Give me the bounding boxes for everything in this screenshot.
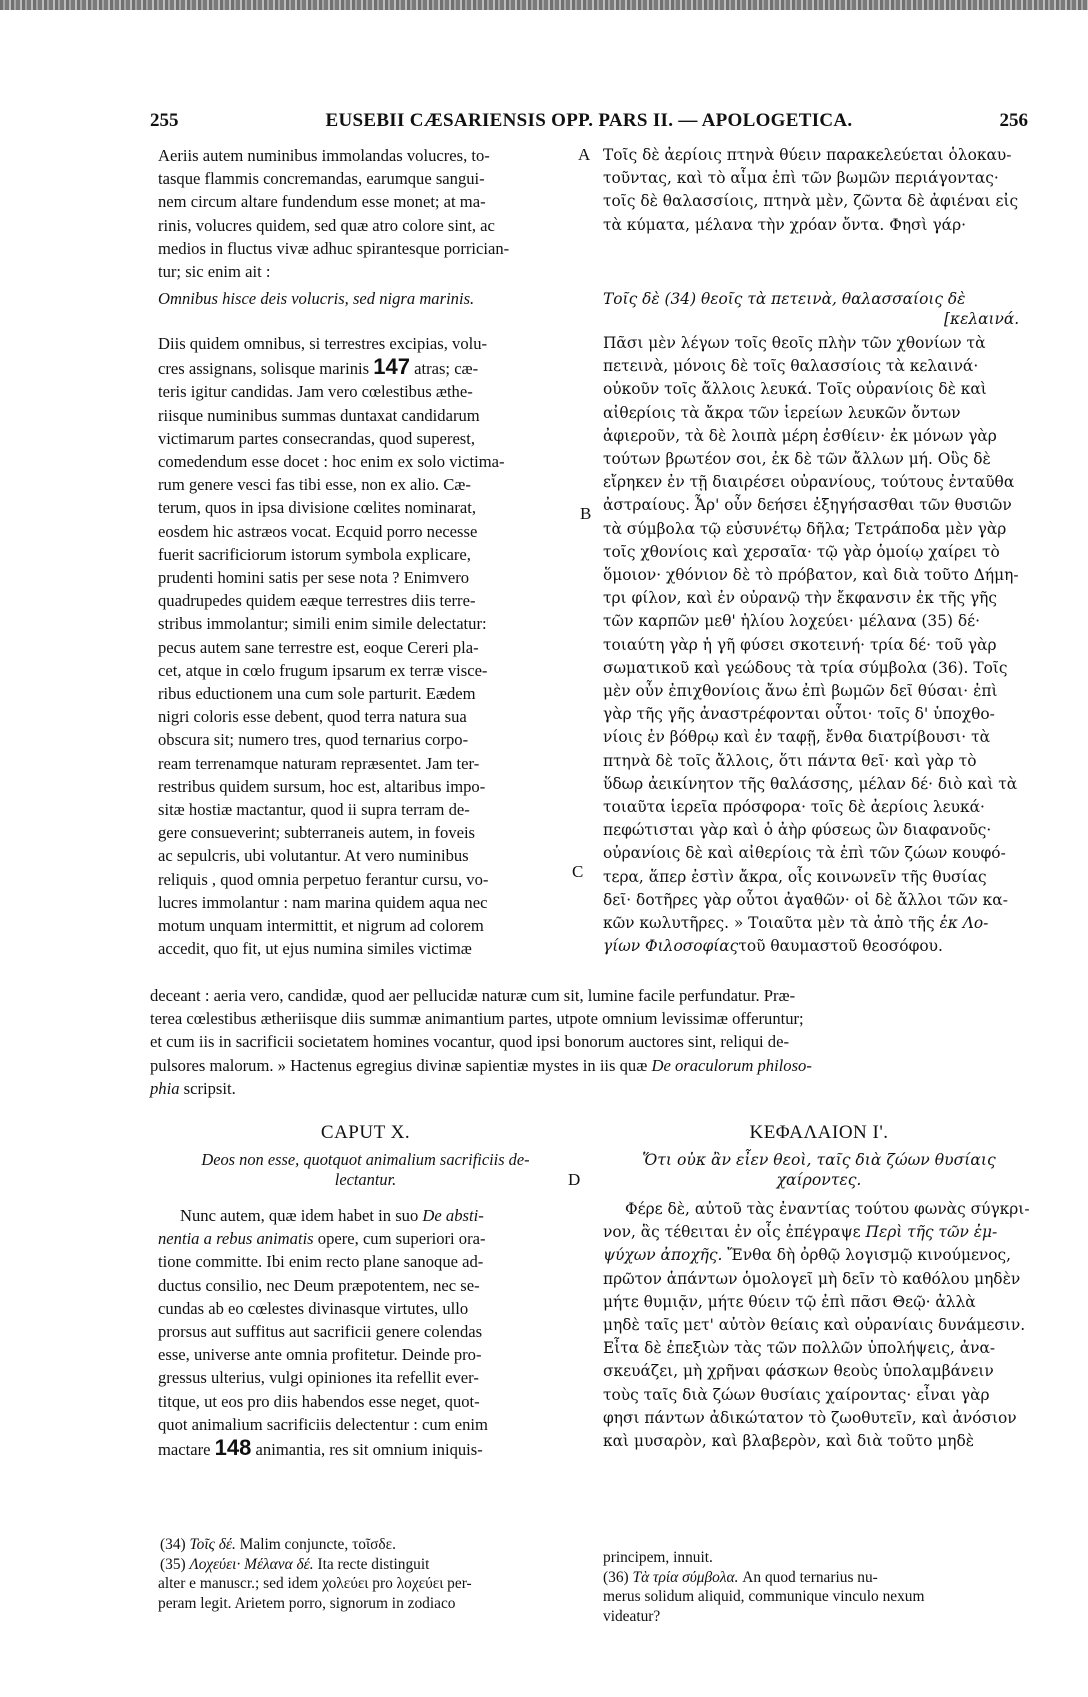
footnote: (36) Τὰ τρία σύμβολα. An quod ternarius nu- — [603, 1568, 878, 1586]
text-line: τοῦντας, καὶ τὸ αἷμα ἐπὶ τῶν βωμῶν περιάγοντας· — [603, 169, 999, 188]
text-line: ὅμοιον· χθόνιον δὲ τὸ πρόβατον, καὶ διὰ τοῦτο Δήμη- — [603, 566, 1019, 585]
text-line: gressus ulterius, vulgi opiniones ita refellit ever- — [158, 1368, 479, 1388]
text-line: σωματικοῦ καὶ γεώδους τὰ τρία σύμβολα (36). Τοῖς — [603, 658, 1008, 677]
text-line: τοῖς δὲ θαλασσίοις, πτηνὰ μὲν, ζῶντα δὲ ἀφιέναι εἰς — [603, 192, 1019, 211]
text-line: quadrupedes quidem eæque terrestres diis terre- — [158, 591, 476, 611]
text-line: quot animalium sacrificiis delectentur : cum enim — [158, 1414, 488, 1434]
text-line: πετεινὰ, μόνοις δὲ τοῖς θαλασσίοις τὰ κελαινά· — [603, 357, 979, 376]
chapter-subtitle: Ὅτι οὐκ ἂν εἶεν θεοὶ, ταῖς διὰ ζώων θυσίαις χαίροντες. — [642, 1151, 996, 1189]
text-line: cundas ab eo cœlestes divinasque virtutes, ullo — [158, 1298, 469, 1318]
text-line: sitæ hostiæ mactantur, quod ii supra terram de- — [158, 800, 470, 820]
text-line: tasque flammis concremandas, earumque sangui- — [158, 169, 485, 189]
text-line: stribus immolantur; simili enim simile delectatur: — [158, 614, 487, 634]
text-line: οὐρανίοις δὲ καὶ αἰθερίοις τὰ ἐπὶ τῶν ζώων κουφό- — [603, 844, 1006, 863]
text-line: οὐκοῦν τοῖς ἄλλοις λευκά. Τοῖς οὐρανίοις δὲ καὶ — [603, 380, 987, 399]
chapter-heading: CAPUT X. — [320, 1122, 411, 1143]
text-line: fuerit sacrificiorum istorum symbola explicare, — [158, 544, 471, 564]
text-line: ductus consilio, nec Deum præpotentem, nec se- — [158, 1275, 480, 1295]
text-line: τοὺς ταῖς διὰ ζώων θυσίαις χαίροντας· εἶναι γὰρ — [603, 1385, 990, 1404]
text-line: εἴρηκεν ἐν τῇ διαιρέσει οὐρανίους, τούτους ἐνταῦθα — [603, 473, 1015, 492]
text-line: pecus autem sane terrestre est, eoque Cereri pla- — [158, 637, 479, 657]
footnotes-right — [603, 1548, 1035, 1626]
text-line: obscura sit; numero tres, quod ternarius corpo- — [158, 730, 469, 750]
footnotes-left — [158, 1535, 573, 1613]
latin-chapter-paragraph — [158, 1204, 573, 1461]
text-line: τῶν καρπῶν μεθ' ἡλίου λοχεύει· μέλανα (35) δέ· — [603, 612, 981, 631]
text-line: ὕδωρ ἀεικίνητον τῆς θαλάσσης, μέλαν δέ· διὸ καὶ τὰ — [603, 774, 1018, 793]
text-line: terea cœlestibus ætheriisque diis summæ animantium partes, utpote omnium levissimæ offeruntur; — [150, 1009, 804, 1029]
text-line: τὰ κύματα, μέλανα τὴν χρόαν ὄντα. Φησὶ γάρ· — [603, 215, 967, 234]
text-line: prorsus aut suffitus aut sacrificii genere colendas — [158, 1322, 483, 1342]
text-line: νον, ἃς τέθειται ἐν οἷς ἐπέγραψε Περὶ τῆς τῶν ἐμ- — [603, 1223, 998, 1242]
text-line: ἀφιεροῦν, τὰ δὲ λοιπὰ μέρη ἐσθίειν· ἐκ μόνων γὰρ — [603, 426, 997, 445]
text-line: nem circum altare fundendum esse monet; at ma- — [158, 192, 486, 212]
text-line: κῶν κωλυτῆρες. » Τοιαῦτα μὲν τὰ ἀπὸ τῆς ἐκ Λο- — [603, 914, 989, 933]
scan-edge — [0, 0, 1088, 10]
text-line: comedendum esse docet : hoc enim ex solo victima- — [158, 452, 505, 472]
caput-greek — [603, 1122, 1035, 1190]
text-line: Τοῖς δὲ ἀερίοις πτηνὰ θύειν παρακελεύεται ὁλοκαυ- — [603, 146, 1012, 164]
text-line: cres assignans, solisque marinis 147 atras; cæ- — [158, 354, 479, 380]
greek-main-paragraph — [603, 332, 1035, 958]
text-line: rinis, volucres quidem, sed quæ atro colore sint, ac — [158, 215, 495, 235]
text-line: titque, ut eos pro diis habendos esse neget, quot- — [158, 1391, 480, 1411]
text-line: deceant : aeria vero, candidæ, quod aer pellucidæ naturæ cum sit, lumine facile perfundatur. Præ- — [150, 986, 796, 1005]
text-line: gere consueverint; subterraneis autem, in foveis — [158, 823, 476, 843]
footnote-line: alter e manuscr.; sed idem χολεύει pro λοχεύει per- — [158, 1575, 472, 1592]
text-line: τοιαῦτα ἱερεῖα πρόσφορα· τοῖς δὲ ἀερίοις λευκά· — [603, 798, 985, 817]
text-line: tur; sic enim ait : — [158, 262, 271, 282]
text-line: motum unquam intermittit, et nigrum ad colorem — [158, 916, 484, 936]
text-line: phia scripsit. — [150, 1078, 236, 1098]
greek-verse-end: [κελαινά. — [944, 310, 1020, 328]
text-line: mactare 148 animantia, res sit omnium iniquis- — [158, 1435, 483, 1461]
text-line: πρῶτον ἁπάντων ὁμολογεῖ μὴ δεῖν τὸ καθόλου μηδὲν — [603, 1269, 1021, 1288]
text-line: φησι πάντων ἀδικώτατον τὸ ζωοθυτεῖν, καὶ ἀνόσιον — [603, 1408, 1017, 1427]
text-line: γίων Φιλοσοφίαςτοῦ θαυμαστοῦ θεοσόφου. — [603, 937, 943, 956]
text-line: ream terrenamque naturam repræsentet. Jam ter- — [158, 753, 480, 773]
text-line: medios in fluctus vivæ adhuc spirantesque porrician- — [158, 238, 510, 258]
page-number-right: 256 — [999, 110, 1028, 131]
margin-marker-b: B — [580, 504, 592, 523]
text-line: Nunc autem, quæ idem habet in suo De absti- — [180, 1206, 484, 1225]
text-line: prudenti homini satis per sese nota ? Enimvero — [158, 568, 470, 588]
text-line: terum, quos in ipsa divisione cœlites nominarat, — [158, 498, 476, 518]
text-line: rum genere vesci fas tibi esse, non ex alio. Cæ- — [158, 475, 471, 495]
margin-marker-a: A — [578, 145, 591, 164]
text-line: lucres immolantur : nam marina quidem aqua nec — [158, 892, 488, 912]
latin-main-paragraph — [158, 332, 573, 960]
text-line: ἀστραίους. Ἆρ' οὖν δεήσει ἐξηγήσασθαι τῶν θυσιῶν — [603, 496, 1012, 515]
caput-latin — [158, 1122, 573, 1190]
text-line: πεφώτισται γὰρ καὶ ὁ ἀὴρ φύσεως ὢν διαφανοῦς· — [603, 821, 992, 840]
text-line: accedit, quo fit, ut ejus numina similes victimæ — [158, 939, 472, 959]
latin-full-width-paragraph — [150, 984, 1030, 1100]
text-line: τοῖς χθονίοις καὶ χερσαῖα· τῷ γὰρ ὁμοίῳ χαίρει τὸ — [603, 542, 1000, 561]
text-line: cet, atque in cœlo frugum ipsarum ex terræ visce- — [158, 660, 488, 680]
latin-top-paragraph — [158, 144, 573, 283]
text-line: πτηνὰ δὲ τοῖς ἄλλοις, ὅτι πάντα θεῖ· καὶ γὰρ τὸ — [603, 751, 977, 770]
text-line: μήτε θυμιᾷν, μήτε θύειν τῷ ἐπὶ πᾶσι Θεῷ· ἀλλὰ — [603, 1292, 976, 1311]
text-line: Diis quidem omnibus, si terrestres excipias, volu- — [158, 334, 488, 353]
text-line: ψύχων ἀποχῆς. Ἔνθα δὴ ὀρθῷ λογισμῷ κινούμενος, — [603, 1246, 1012, 1265]
text-line: Aeriis autem numinibus immolandas volucres, to- — [158, 146, 490, 165]
running-header — [150, 110, 1028, 140]
text-line: riisque numinibus summas duntaxat candidarum — [158, 405, 480, 425]
chapter-subtitle: Deos non esse, quotquot animalium sacrificiis de- lectantur. — [201, 1150, 530, 1189]
text-line: νίοις ἐν βόθρῳ καὶ ἐν ταφῇ, ἔνθα διατρίβουσι· τὰ — [603, 728, 990, 747]
running-title: EUSEBII CÆSARIENSIS OPP. PARS II. — APOLOGETICA. — [325, 110, 853, 131]
greek-verse: Τοῖς δὲ (34) θεοῖς τὰ πετεινὰ, θαλασσαίοις δὲ — [603, 290, 966, 308]
text-line: ribus eductionem una cum sole parturit. Eædem — [158, 684, 476, 704]
text-line: esse, universe ante omnia profitetur. Deinde pro- — [158, 1345, 482, 1365]
text-line: σκευάζει, μὴ χρῆναι φάσκων θεοὺς ὑπολαμβάνειν — [603, 1362, 994, 1381]
text-line: nigri coloris esse debent, quod terra natura sua — [158, 707, 467, 727]
text-line: ac sepulcris, ubi volutantur. At vero numinibus — [158, 846, 469, 866]
text-line: pulsores malorum. » Hactenus egregius divinæ sapientiæ mystes in iis quæ De oraculorum philoso- — [150, 1055, 812, 1075]
chapter-heading: ΚΕΦΑΛΑΙΟΝ Ι'. — [749, 1122, 889, 1143]
page-number-marker: 148 — [214, 1435, 252, 1461]
text-line: teris igitur candidas. Jam vero cœlestibus æthe- — [158, 382, 473, 402]
text-line: καὶ μυσαρὸν, καὶ βλαβερὸν, καὶ διὰ τοῦτο μηδὲ — [603, 1432, 975, 1451]
text-line: τερα, ἅπερ ἐστὶν ἄκρα, οἷς κοινωνεῖν τῆς θυσίας — [603, 867, 987, 886]
footnote-line: videatur? — [603, 1607, 661, 1625]
footnote: (35) Λοχεύει· Μέλανα δέ. Ita recte distinguit — [160, 1555, 430, 1573]
footnote-line: merus solidum aliquid, communique vinculo nexum — [603, 1588, 925, 1605]
text-line: αἰθερίοις τὰ ἄκρα τῶν ἱερείων λευκῶν ὄντων — [603, 403, 961, 422]
text-line: eosdem hic astræos vocat. Ecquid porro necesse — [158, 521, 478, 541]
page-number-marker: 147 — [373, 354, 410, 380]
footnote-line: principem, innuit. — [603, 1549, 713, 1566]
text-line: nentia a rebus animatis opere, cum superiori ora- — [158, 1229, 486, 1249]
greek-chapter-paragraph — [603, 1198, 1035, 1453]
page-number-left: 255 — [150, 110, 179, 131]
text-line: γὰρ τῆς γῆς ἀναστρέφονται οὗτοι· τοῖς δ' ὑποχθο- — [603, 705, 995, 724]
text-line: τὰ σύμβολα τῷ εὐσυνέτῳ δῆλα; Τετράποδα μὲν γὰρ — [603, 519, 1007, 538]
footnote-line: peram legit. Arietem porro, signorum in zodiaco — [158, 1594, 456, 1612]
text-line: Πᾶσι μὲν λέγων τοῖς θεοῖς πλὴν τῶν χθονίων τὰ — [603, 334, 986, 352]
text-line: δεῖ· δοτῆρες γὰρ οὗτοι ἀγαθῶν· οἱ δὲ ἄλλοι τῶν κα- — [603, 890, 1008, 909]
text-line: μὲν οὖν ἐπιχθονίοις ἄνω ἐπὶ βωμῶν δεῖ θύσαι· ἐπὶ — [603, 682, 998, 701]
text-line: victimarum partes consecrandas, quod superest, — [158, 428, 476, 448]
text-line: restribus quidem sursum, hoc est, altaribus impo- — [158, 776, 486, 796]
text-line: reliquis , quod omnia perpetuo ferantur cursu, vo- — [158, 869, 489, 889]
text-line: Φέρε δὲ, αὐτοῦ τὰς ἐναντίας τούτου φωνὰς σύγκρι- — [625, 1200, 1030, 1218]
greek-top-paragraph — [603, 144, 1035, 237]
text-line: μηδὲ ταῖς μετ' αὐτὸν θείαις καὶ οὐρανίαις δυνάμεσιν. — [603, 1316, 1026, 1335]
text-line: tione committe. Ibi enim recto plane sanoque ad- — [158, 1252, 484, 1272]
text-line: τρι φίλον, καὶ ἐν οὐρανῷ τὴν ἔκφανσιν ἐκ τῆς γῆς — [603, 589, 998, 608]
text-line: et cum iis in sacrificii societatem homines vocantur, quod ipsi bonorum auctores sint, reliqui de- — [150, 1032, 789, 1052]
margin-marker-c: C — [572, 862, 584, 881]
text-line: τούτων βρωτέον σοι, ἐκ δὲ τῶν ἄλλων μή. Οὓς δὲ — [603, 450, 991, 469]
text-line: Εἶτα δὲ ἐπεξιὼν τὰς τῶν πολλῶν ὑπολήψεις, ἀνα- — [603, 1339, 996, 1358]
latin-verse: Omnibus hisce deis volucris, sed nigra marinis. — [158, 289, 475, 308]
footnote: (34) Τοῖς δέ. Malim conjuncte, τοῖσδε. — [160, 1536, 396, 1553]
margin-marker-d: D — [568, 1170, 581, 1189]
text-line: τοιαύτη γὰρ ἡ γῆ φύσει σκοτεινή· τρία δέ· τοῦ γὰρ — [603, 635, 997, 654]
